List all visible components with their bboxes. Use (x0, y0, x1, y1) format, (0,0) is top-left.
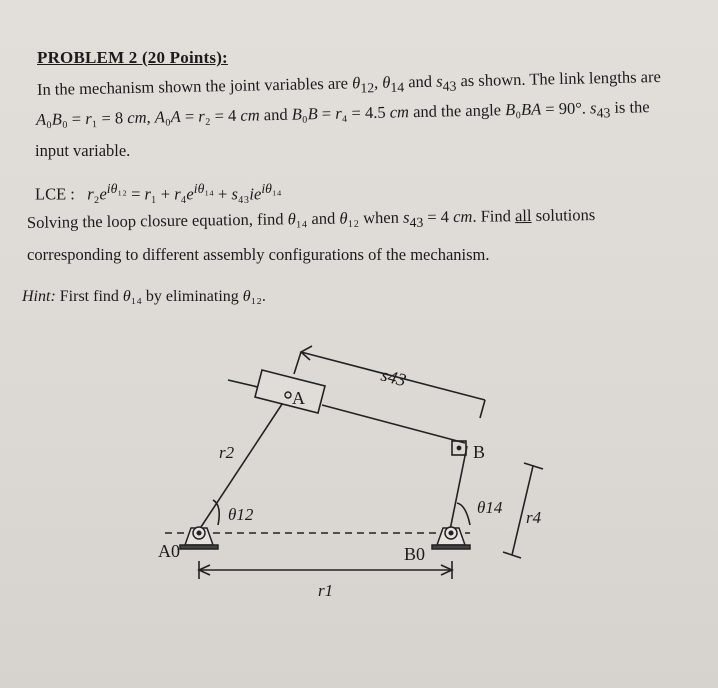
hint-text: Hint: First find θ₁₄ by eliminating θ₁₂. (22, 288, 266, 305)
problem-title: PROBLEM 2 (20 Points): (37, 48, 228, 67)
label-a: A (292, 388, 305, 408)
theta14-arc (457, 503, 470, 525)
task-line-2: corresponding to different assembly configurations of the mechanism. (27, 245, 490, 264)
label-a0: A0 (158, 541, 180, 561)
a0-pivot (180, 527, 218, 549)
theta12-arc (213, 500, 219, 525)
label-r1: r1 (318, 581, 334, 600)
label-theta12: θ12 (228, 505, 254, 524)
label-s43: s43 (378, 364, 409, 391)
link-guide (322, 405, 465, 443)
paragraph-line-3: input variable. (35, 141, 131, 160)
label-r2: r2 (219, 443, 235, 462)
lce-equation: LCE : $r_2e^{i\theta_{12}} = r_1 + r_4e^{i\theta_{14}} + s_{43}ie^{i\theta_{14}}$ (35, 181, 282, 204)
paragraph-line-2: A₀B₀ = r₁ = 8 cm, A₀A = r₂ = 4 cm and B₀B = r₄ = 4.5 cm and the angle B₀BA = 90°. $s_{43}$ is the (35, 97, 650, 129)
label-r4: r4 (526, 508, 542, 527)
task-line-1: Solving the loop closure equation, find θ₁₄ and θ₁₂ when $s_{43} = 4$ cm. Find all solutions (26, 205, 596, 232)
link-r4 (450, 446, 467, 530)
slider-block (255, 370, 325, 413)
paragraph-line-1: In the mechanism shown the joint variables are $\theta_{12}$, $\theta_{14}$ and $s_{43}$ as shown. The link lengths are (36, 66, 662, 99)
label-theta14: θ14 (477, 498, 503, 517)
b0-pivot (432, 527, 470, 549)
label-b: B (473, 442, 486, 462)
label-b0: B0 (404, 544, 426, 564)
